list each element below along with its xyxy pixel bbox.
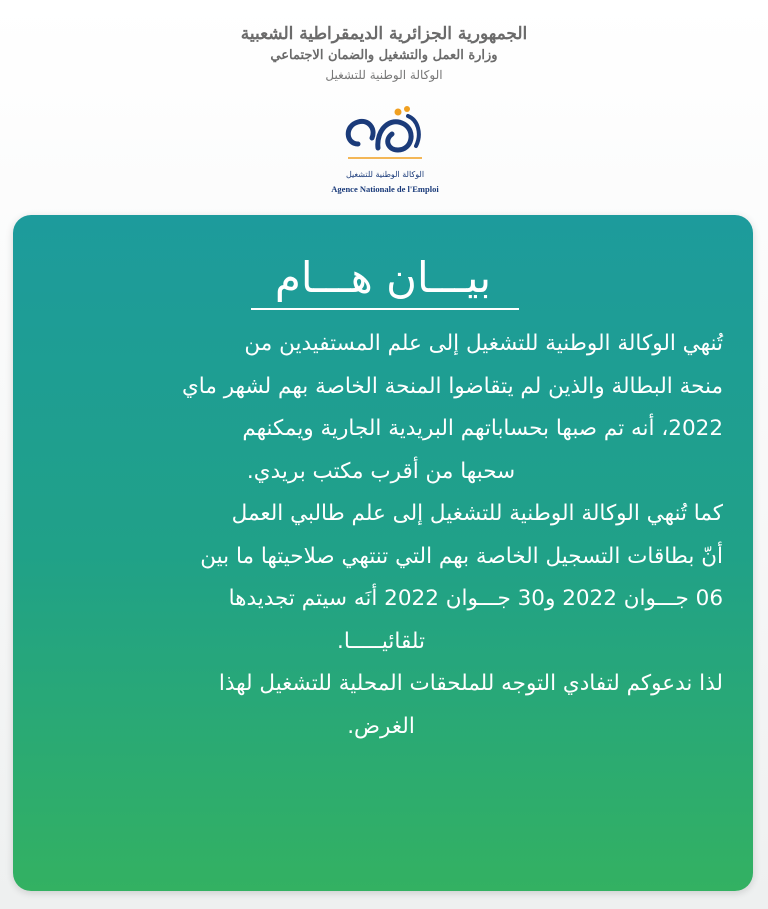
logo-arabic-name: الوكالة الوطنية للتشغيل [345,170,425,179]
notice-line: الغرض. [347,713,415,739]
notice-line: 06 جـــوان 2022 و30 جـــوان 2022 أنَه سيتم تجديدها [228,586,723,611]
agency-logo [330,104,440,200]
notice-title: بيـــان هـــام [274,253,492,302]
title-underline [251,308,519,310]
notice-line: تلقائيـــــا. [337,628,425,654]
notice-line: كما تُنهي الوكالة الوطنية للتشغيل إلى علم طالبي العمل [231,501,723,526]
agency-name: الوكالة الوطنية للتشغيل [325,68,443,82]
header [0,22,768,84]
notice-line: لذا ندعوكم لتفادي التوجه للملحقات المحلية للتشغيل لهذا [218,671,723,696]
notice-body [39,323,723,748]
logo-french-name: Agence Nationale de l'Emploi [331,184,439,194]
notice-card [13,215,753,891]
notice-line: تُنهي الوكالة الوطنية للتشغيل إلى علم المستفيدين من [244,331,723,356]
notice-line: سحبها من أقرب مكتب بريدي. [246,458,516,484]
ministry-name: وزارة العمل والتشغيل والضمان الاجتماعي [270,48,498,63]
notice-line: منحة البطالة والذين لم يتقاضوا المنحة الخاصة بهم لشهر ماي [181,373,723,399]
anem-logo-icon [338,104,432,166]
notice-line: أنّ بطاقات التسجيل الخاصة بهم التي تنتهي صلاحيتها ما بين [200,543,723,569]
republic-name: الجمهورية الجزائرية الديمقراطية الشعبية [240,24,528,44]
notice-line: 2022، أنه تم صبها بحساباتهم البريدية الجارية ويمكنهم [242,416,723,441]
